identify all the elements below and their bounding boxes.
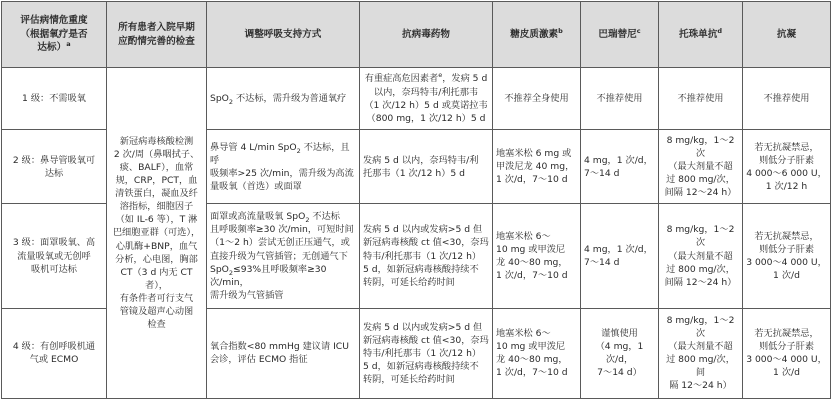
- baricitinib-cell: 谨慎使用 （4 mg，1 次/d， 7～14 d）: [581, 308, 659, 398]
- anticoag-cell: 不推荐使用: [743, 68, 831, 130]
- antiviral-cell: 发病 5 d 以内或发病>5 d 但 新冠病毒核酸 ct 值<30，奈玛 特韦/利托那韦（1 次/12 h） 5 d，如新冠病毒核酸持续不 转阴，可延长给药时间: [360, 204, 493, 308]
- steroid-cell: 不推荐全身使用: [493, 68, 581, 130]
- steroid-cell: 地塞米松 6～ 10 mg 或甲泼尼 龙 40～80 mg， 1 次/d，7～10 d: [493, 308, 581, 398]
- tocilizumab-cell: 8 mg/kg，1～2 次 （最大剂量不超 过 800 mg/次， 间隔 12～24 h）: [659, 204, 743, 308]
- severity-level-4: 4 级：有创呼吸机通 气或 ECMO: [2, 308, 107, 398]
- antiviral-cell: 发病 5 d 以内或发病>5 d 但 新冠病毒核酸 ct 值<30，奈玛 特韦/利托那韦（1 次/12 h） 5 d，如新冠病毒核酸持续不 转阴，可延长给药时间: [360, 308, 493, 398]
- resp-support-cell: 面罩或高流量吸氧 SpO$_2$ 不达标 且呼吸频率≥30 次/min，可短时间 （1～2 h）尝试无创正压通气，或 直接升级为气管插管；无创通气下 SpO$_2$≤93%且呼吸频率≥30 次/min， 需升级为气管插管: [207, 204, 360, 308]
- header-anticoagulation: 抗凝: [743, 2, 831, 68]
- treatment-table: [1, 1, 831, 399]
- resp-support-cell: 鼻导管 4 L/min SpO$_2$ 不达标，且呼 吸频率>25 次/min，需升级为高流 量吸氧（首选）或面罩: [207, 130, 360, 204]
- header-severity: 评估病情危重度 （根据氧疗是否 达标）$^a$: [2, 2, 107, 68]
- antiviral-cell: 有重症高危因素者$^e$，发病 5 d 以内，奈玛特韦/利托那韦 （1 次/12 h）5 d 或莫诺拉韦 （800 mg，1 次/12 h）5 d: [360, 68, 493, 130]
- severity-level-1: 1 级：不需吸氧: [2, 68, 107, 130]
- anticoag-cell: 若无抗凝禁忌， 则低分子肝素 3 000～4 000 U， 1 次/d: [743, 308, 831, 398]
- header-respiratory-support: 调整呼吸支持方式: [207, 2, 360, 68]
- exams-cell: 新冠病毒核酸检测 2 次/周（鼻咽拭子、 痰、BALF），血常 规，CRP，PCT，血 清铁蛋白，凝血及纤 溶指标，细胞因子 （如 IL-6 等），T 淋 巴细胞亚群（可选）， 心肌酶+BNP，血气 分析，心电图，胸部 CT（3 d 内无 CT 者）， 有条件者可行支气 管镜及超声心动图 检查: [107, 68, 207, 399]
- resp-support-cell: 氧合指数<80 mmHg 建议请 ICU 会诊，评估 ECMO 指征: [207, 308, 360, 398]
- tocilizumab-cell: 不推荐使用: [659, 68, 743, 130]
- severity-level-3: 3 级：面罩吸氧、高 流量吸氧或无创呼 吸机可达标: [2, 204, 107, 308]
- baricitinib-cell: 4 mg，1 次/d， 7～14 d: [581, 204, 659, 308]
- severity-level-2: 2 级：鼻导管吸氧可 达标: [2, 130, 107, 204]
- steroid-cell: 地塞米松 6～ 10 mg 或甲泼尼 龙 40～80 mg， 1 次/d，7～10 d: [493, 204, 581, 308]
- header-steroid: 糖皮质激素$^b$: [493, 2, 581, 68]
- anticoag-cell: 若无抗凝禁忌， 则低分子肝素 3 000～4 000 U， 1 次/d: [743, 204, 831, 308]
- antiviral-cell: 发病 5 d 以内，奈玛特韦/利 托那韦（1 次/12 h）5 d: [360, 130, 493, 204]
- baricitinib-cell: 不推荐使用: [581, 68, 659, 130]
- anticoag-cell: 若无抗凝禁忌， 则低分子肝素 4 000～6 000 U， 1 次/12 h: [743, 130, 831, 204]
- resp-support-cell: SpO$_2$ 不达标，需升级为普通氧疗: [207, 68, 360, 130]
- header-antiviral: 抗病毒药物: [360, 2, 493, 68]
- header-baricitinib: 巴瑞替尼$^c$: [581, 2, 659, 68]
- tocilizumab-cell: 8 mg/kg，1～2 次 （最大剂量不超 过 800 mg/次，间 隔 12～24 h）: [659, 308, 743, 398]
- header-tocilizumab: 托珠单抗$^d$: [659, 2, 743, 68]
- tocilizumab-cell: 8 mg/kg，1～2 次 （最大剂量不超 过 800 mg/次， 间隔 12～24 h）: [659, 130, 743, 204]
- header-row: [2, 2, 831, 68]
- baricitinib-cell: 4 mg，1 次/d， 7～14 d: [581, 130, 659, 204]
- header-exams: 所有患者入院早期 应酌情完善的检查: [107, 2, 207, 68]
- table-row: [2, 68, 831, 130]
- steroid-cell: 地塞米松 6 mg 或 甲泼尼龙 40 mg， 1 次/d，7～10 d: [493, 130, 581, 204]
